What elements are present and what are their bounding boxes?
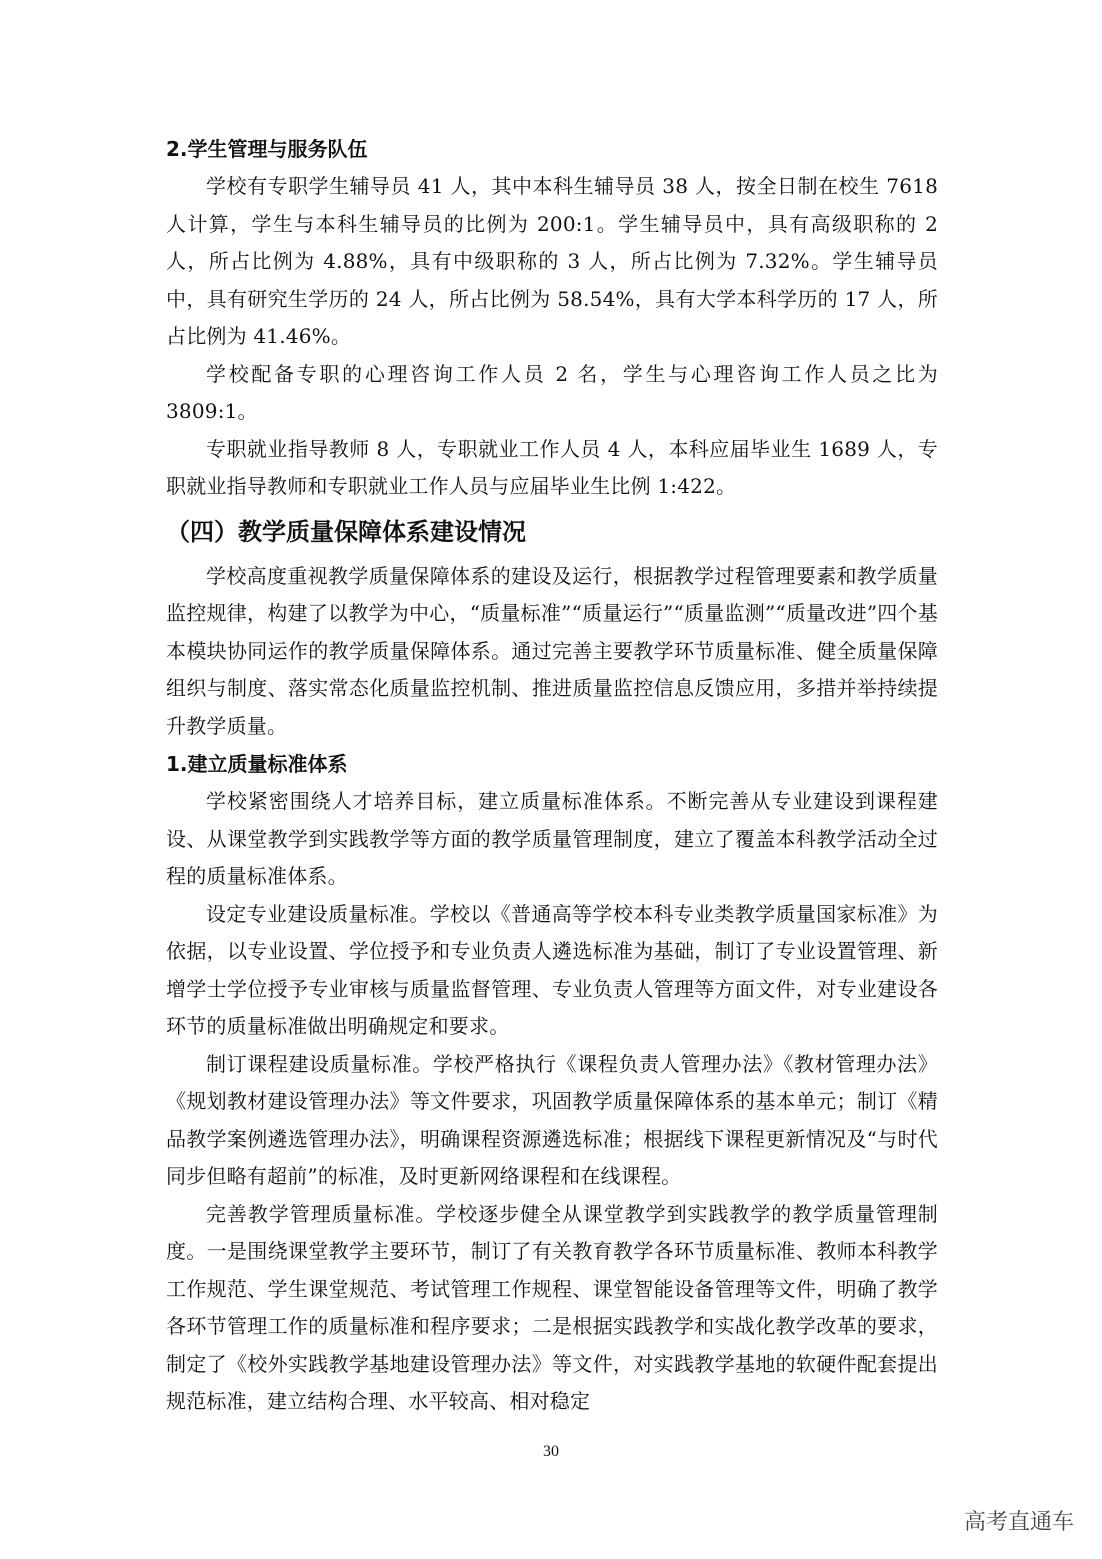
document-body [166, 130, 938, 1421]
paragraph-quality-assurance-overview: 学校高度重视教学质量保障体系的建设及运行，根据教学过程管理要素和教学质量监控规律，构建了以教学为中心，“质量标准”“质量运行”“质量监测”“质量改进”四个基本模块协同运作的教学质量保障体系。通过完善主要教学环节质量标准、健全质量保障组织与制度、落实常态化质量监控机制、推进质量监控信息反馈应用，多措并举持续提升教学质量。 [166, 563, 938, 738]
paragraph-major-standards: 设定专业建设质量标准。学校以《普通高等学校本科专业类教学质量国家标准》为依据，以专业设置、学位授予和专业负责人遴选标准为基础，制订了专业设置管理、新增学士学位授予专业审核与质量监督管理、专业负责人管理等方面文件，对专业建设各环节的质量标准做出明确规定和要求。 [166, 901, 938, 1038]
paragraph-employment-guidance: 专职就业指导教师 8 人，专职就业工作人员 4 人，本科应届毕业生 1689 人，专职就业指导教师和专职就业工作人员与应届毕业生比例 1:422。 [166, 436, 938, 498]
chapter-heading-quality-assurance: （四）教学质量保障体系建设情况 [166, 517, 526, 546]
page-number: 30 [543, 1443, 559, 1460]
paragraph-quality-standards-intro: 学校紧密围绕人才培养目标，建立质量标准体系。不断完善从专业建设到课程建设、从课堂教学到实践教学等方面的教学质量管理制度，建立了覆盖本科教学活动全过程的质量标准体系。 [166, 789, 938, 888]
section-heading-quality-standards: 1.建立质量标准体系 [166, 752, 348, 776]
paragraph-teaching-management-standards: 完善教学管理质量标准。学校逐步健全从课堂教学到实践教学的教学质量管理制度。一是围绕课堂教学主要环节，制订了有关教育教学各环节质量标准、教师本科教学工作规范、学生课堂规范、考试管理工作规程、课堂智能设备管理等文件，明确了教学各环节管理工作的质量标准和程序要求；二是根据实践教学和实战化教学改革的要求，制定了《校外实践教学基地建设管理办法》等文件，对实践教学基地的软硬件配套提出规范标准，建立结构合理、水平较高、相对稳定 [166, 1201, 938, 1413]
paragraph-counselors: 学校有专职学生辅导员 41 人，其中本科生辅导员 38 人，按全日制在校生 7618 人计算，学生与本科生辅导员的比例为 200:1。学生辅导员中，具有高级职称的 2 人，所占比例为 4.88%，具有中级职称的 3 人，所占比例为 7.32%。学生辅导员中，具有研究生学历的 24 人，所占比例为 58.54%，具有大学本科学历的 17 人，所占比例为 41.46%。 [166, 174, 938, 348]
paragraph-psychological-counseling: 学校配备专职的心理咨询工作人员 2 名，学生与心理咨询工作人员之比为 3809:1。 [166, 361, 938, 423]
watermark-text: 高考直通车 [963, 1510, 1074, 1535]
paragraph-course-standards: 制订课程建设质量标准。学校严格执行《课程负责人管理办法》《教材管理办法》《规划教材建设管理办法》等文件要求，巩固教学质量保障体系的基本单元；制订《精品教学案例遴选管理办法》，明确课程资源遴选标准；根据线下课程更新情况及“与时代同步但略有超前”的标准，及时更新网络课程和在线课程。 [166, 1051, 938, 1188]
section-heading-student-management: 2.学生管理与服务队伍 [166, 137, 368, 161]
